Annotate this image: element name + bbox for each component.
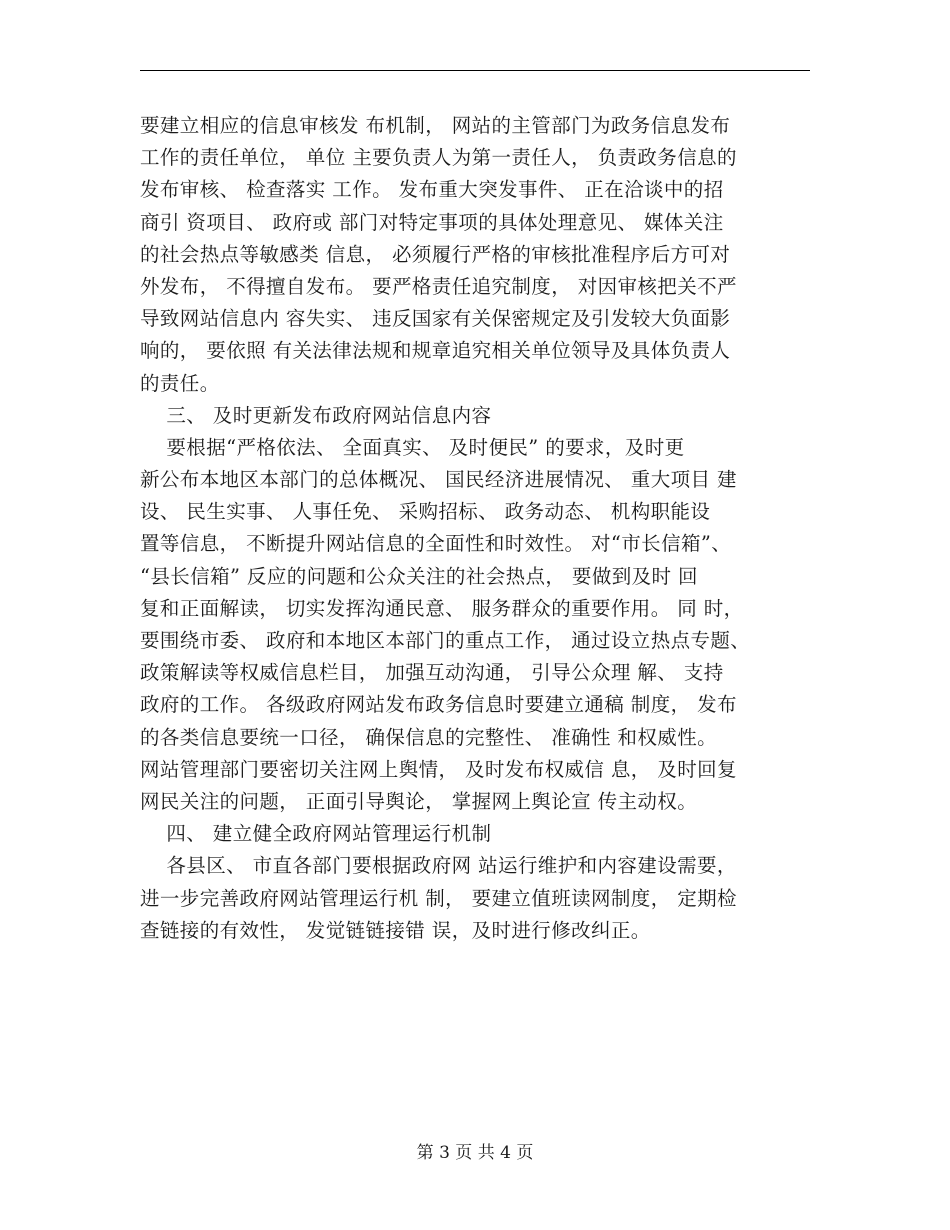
text-line: 网民关注的问题， 正面引导舆论， 掌握网上舆论宣 传主动权。 [140, 789, 698, 813]
text-line: 查链接的有效性， 发觉链链接错 误，及时进行修改纠正。 [140, 918, 651, 942]
text-line: 的各类信息要统一口径， 确保信息的完整性、 准确性 和权威性。 [140, 725, 717, 749]
text-line: “县长信箱” 反应的问题和公众关注的社会热点， 要做到及时 回 [140, 564, 698, 588]
section-heading: 四、 建立健全政府网站管理运行机制 [140, 822, 492, 846]
section-heading: 三、 及时更新发布政府网站信息内容 [140, 403, 492, 427]
text-line: 政策解读等权威信息栏目， 加强互动沟通， 引导公众理 解、 支持 [140, 661, 724, 685]
text-line: 的责任。 [140, 371, 220, 395]
text-line: 响的， 要依照 有关法律法规和规章追究相关单位领导及具体负责人 [140, 339, 731, 363]
header-rule [140, 70, 810, 71]
text-line: 要围绕市委、 政府和本地区本部门的重点工作， 通过设立热点专题、 [140, 629, 751, 652]
text-line: 要建立相应的信息审核发 布机制， 网站的主管部门为政务信息发布 [140, 114, 731, 137]
text-line: 复和正面解读， 切实发挥沟通民意、 服务群众的重要作用。 同 时， [140, 596, 744, 620]
text-line: 工作的责任单位， 单位 主要负责人为第一责任人， 负责政务信息的 [140, 146, 737, 170]
text-line: 新公布本地区本部门的总体概况、 国民经济进展情况、 重大项目 建 [140, 468, 737, 492]
text-line: 导致网站信息内 容失实、 违反国家有关保密规定及引发较大负面影 [140, 307, 731, 331]
text-line: 政府的工作。 各级政府网站发布政务信息时要建立通稿 制度， 发布 [140, 693, 737, 717]
text-line: 进一步完善政府网站管理运行机 制， 要建立值班读网制度， 定期检 [140, 886, 737, 910]
text-line: 发布审核、 检查落实 工作。 发布重大突发事件、 正在洽谈中的招 [140, 178, 724, 202]
text-line: 网站管理部门要密切关注网上舆情， 及时发布权威信 息， 及时回复 [140, 757, 737, 781]
text-line: 要根据“严格依法、 全面真实、 及时便民” 的要求，及时更 [140, 435, 685, 459]
text-line: 设、 民生实事、 人事任免、 采购招标、 政务动态、 机构职能设 [140, 500, 711, 524]
text-line: 外发布， 不得擅自发布。 要严格责任追究制度， 对因审核把关不严 [140, 274, 737, 298]
text-line: 各县区、 市直各部门要根据政府网 站运行维护和内容建设需要， [140, 854, 737, 878]
page-number: 第 3 页 共 4 页 [416, 1143, 534, 1163]
text-line: 的社会热点等敏感类 信息， 必须履行严格的审核批准程序后方可对 [140, 242, 731, 266]
text-line: 商引 资项目、 政府或 部门对特定事项的具体处理意见、 媒体关注 [140, 210, 724, 234]
text-line: 置等信息， 不断提升网站信息的全面性和时效性。 对“市长信箱”、 [140, 532, 732, 556]
document-body [140, 110, 820, 947]
